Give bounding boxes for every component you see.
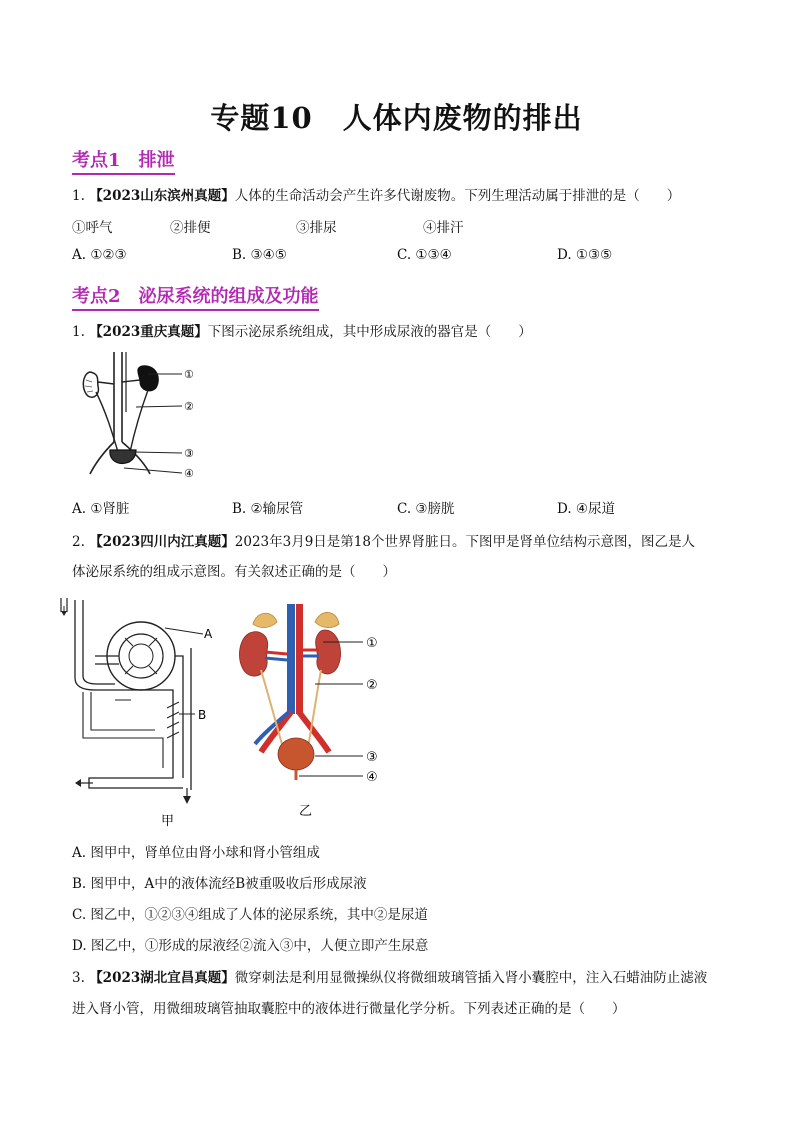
q1-item-1: ①呼气 [72, 220, 113, 236]
question-number: 1. [72, 188, 85, 204]
page-title: 专题10 人体内废物的排出 [210, 101, 583, 135]
kidney-right [316, 630, 341, 674]
q3-option-a: A. 图甲中，肾单位由肾小球和肾小管组成 [72, 845, 320, 861]
question-text: 人体的生命活动会产生许多代谢废物。下列生理活动属于排泄的是（ ） [234, 188, 681, 204]
question-1 [72, 184, 680, 204]
q1-item-3: ③排尿 [296, 220, 337, 236]
fig1-label-2: ② [184, 400, 194, 413]
urinary-system-color-figure [235, 604, 395, 820]
question-4-line-2: 进入肾小管，用微细玻璃管抽取囊腔中的液体进行微量化学分析。下列表述正确的是（ ） [72, 1001, 626, 1017]
question-source: 【2023湖北宜昌真题】 [89, 970, 235, 986]
q1-option-a: A. ①②③ [72, 247, 127, 263]
capsule-inner [119, 634, 163, 678]
question-source: 【2023重庆真题】 [89, 324, 208, 340]
kidney-left [239, 632, 267, 676]
fig-a-caption: 甲 [161, 814, 175, 828]
question-3 [72, 530, 695, 550]
peritubular-capillaries [83, 692, 163, 768]
arrow-down-head [183, 796, 191, 804]
adrenal-right [315, 612, 339, 627]
q3-option-d: D. 图乙中，①形成的尿液经②流入③中，人便立即产生尿意 [72, 938, 429, 954]
leader-line-3 [134, 452, 182, 453]
nephron-figure [55, 598, 225, 828]
q3-option-c: C. 图乙中，①②③④组成了人体的泌尿系统，其中②是尿道 [72, 907, 428, 923]
adrenal-left [253, 613, 277, 627]
section-heading-2: 考点2 泌尿系统的组成及功能 [72, 282, 319, 311]
fig-a-label-b: B [198, 708, 207, 722]
q1-option-d: D. ①③⑤ [557, 247, 613, 263]
fig-b-caption: 乙 [299, 804, 313, 819]
arrow-out-head [75, 779, 81, 787]
fig1-label-1: ① [184, 368, 194, 381]
question-2 [72, 320, 532, 340]
great-vessels [114, 352, 122, 442]
fig-a-label-a: A [204, 627, 213, 641]
fig-b-label-4: ④ [366, 770, 378, 785]
leader-line-4 [124, 468, 182, 473]
q2-option-b: B. ②输尿管 [232, 501, 304, 517]
q2-option-d: D. ④尿道 [557, 501, 616, 517]
arrow-in-head [61, 611, 67, 616]
q2-option-c: C. ③膀胱 [397, 501, 455, 517]
fig1-label-3: ③ [184, 447, 194, 460]
question-number: 2. [72, 534, 85, 550]
q1-option-c: C. ①③④ [397, 247, 452, 263]
question-number: 1. [72, 324, 85, 340]
aorta [296, 604, 303, 714]
urinary-system-figure [78, 352, 208, 482]
fig-b-label-2: ② [366, 678, 378, 693]
fig1-label-4: ④ [184, 467, 194, 480]
question-source: 【2023四川内江真题】 [89, 534, 235, 550]
question-4 [72, 966, 707, 986]
question-text-line-1: 2023年3月9日是第18个世界肾脏日。下图甲是肾单位结构示意图，图乙是人 [234, 534, 695, 550]
q2-option-a: A. ①肾脏 [72, 501, 130, 517]
tubule-loop [89, 690, 183, 788]
vena-cava [287, 604, 295, 714]
renal-vessels [98, 380, 140, 384]
question-text-line-1: 微穿刺法是利用显微操纵仪将微细玻璃管插入肾小囊腔中，注入石蜡油防止滤液 [234, 970, 708, 986]
vessel-loop [75, 600, 155, 690]
kidney-right-shape [138, 366, 158, 391]
section-heading-1: 考点1 排泄 [72, 146, 175, 175]
question-source: 【2023山东滨州真题】 [89, 188, 235, 204]
q1-item-4: ④排汗 [423, 220, 464, 236]
fig-b-label-3: ③ [366, 750, 378, 765]
q1-option-b: B. ③④⑤ [232, 247, 287, 263]
leader-line-a [165, 628, 203, 634]
question-text: 下图示泌尿系统组成，其中形成尿液的器官是（ ） [207, 324, 532, 340]
q1-item-2: ②排便 [170, 220, 211, 236]
capsule-arrows [125, 638, 157, 674]
q3-option-b: B. 图甲中，A中的液体流经B被重吸收后形成尿液 [72, 876, 367, 892]
fig-b-label-1: ① [366, 636, 378, 651]
bladder [278, 738, 314, 770]
bladder-shape [110, 450, 136, 464]
question-3-line-2: 体泌尿系统的组成示意图。有关叙述正确的是（ ） [72, 564, 396, 580]
tubule-descending [175, 656, 183, 778]
question-number: 3. [72, 970, 85, 986]
glomerulus [129, 644, 153, 668]
